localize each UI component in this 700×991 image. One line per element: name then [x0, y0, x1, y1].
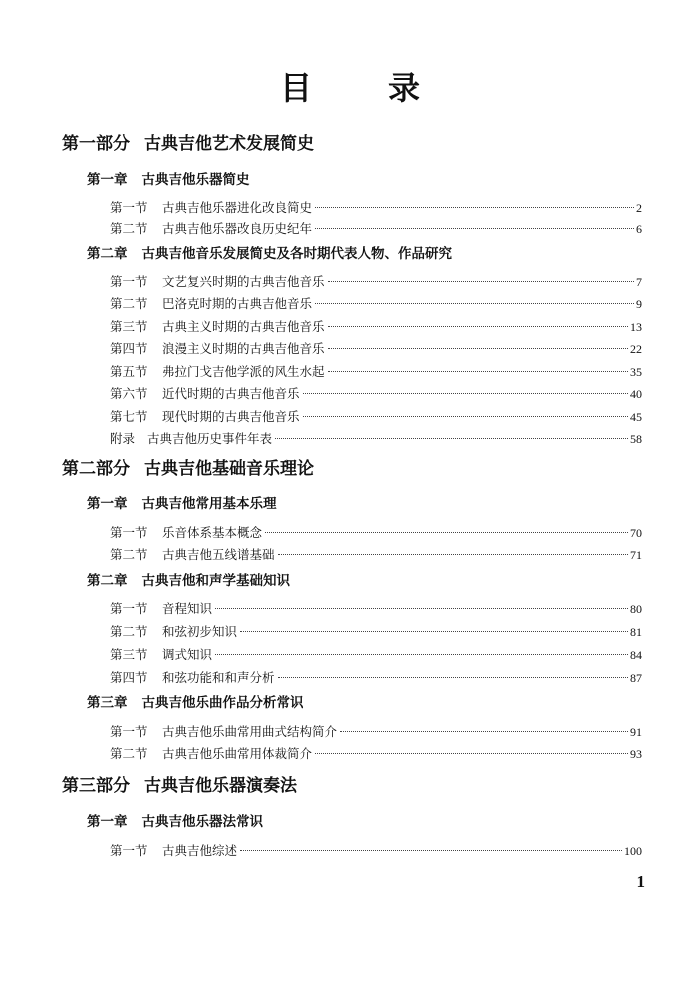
chapter-title: 古典吉他常用基本乐理 — [141, 496, 277, 512]
section-page: 13 — [630, 320, 642, 334]
chapter-label: 第一章 — [87, 172, 128, 188]
section-page: 87 — [630, 671, 642, 685]
section-number: 第一节 — [110, 724, 148, 739]
section-page: 81 — [630, 625, 642, 639]
part-heading — [62, 459, 314, 479]
dot-leader — [328, 326, 628, 327]
toc-entry[interactable] — [110, 273, 642, 291]
section-page: 45 — [630, 410, 642, 424]
chapter-title: 古典吉他乐器简史 — [141, 172, 250, 188]
dot-leader — [315, 228, 634, 229]
dot-leader — [240, 850, 622, 851]
page-title: 目 录 — [279, 69, 442, 107]
dot-leader — [315, 207, 634, 208]
section-title: 古典吉他乐器改良历史纪年 — [162, 221, 313, 236]
chapter-heading — [87, 813, 263, 831]
chapter-heading — [87, 572, 290, 590]
dot-leader — [340, 731, 628, 732]
dot-leader — [215, 654, 628, 655]
dot-leader — [328, 371, 628, 372]
dot-leader — [278, 677, 628, 678]
toc-entry[interactable] — [110, 669, 642, 687]
section-title: 和弦初步知识 — [162, 624, 238, 639]
section-title: 弗拉门戈吉他学派的风生水起 — [162, 364, 325, 379]
dot-leader — [328, 348, 628, 349]
toc-entry[interactable] — [110, 524, 642, 542]
section-page: 40 — [630, 387, 642, 401]
part-label: 第三部分 — [62, 776, 130, 796]
chapter-label: 第二章 — [87, 246, 128, 262]
dot-leader — [265, 532, 628, 533]
section-number: 第三节 — [110, 647, 148, 662]
part-label: 第二部分 — [62, 459, 130, 479]
toc-entry[interactable] — [110, 385, 642, 403]
section-title: 近代时期的古典吉他音乐 — [162, 386, 300, 401]
section-title: 现代时期的古典吉他音乐 — [162, 409, 300, 424]
section-number: 第六节 — [110, 386, 148, 401]
part-heading — [62, 776, 297, 796]
section-title: 古典吉他综述 — [162, 843, 238, 858]
section-page: 100 — [624, 844, 642, 858]
toc-entry[interactable] — [110, 363, 642, 381]
section-page: 7 — [636, 275, 642, 289]
toc-entry[interactable] — [110, 646, 642, 664]
chapter-title: 古典吉他音乐发展简史及各时期代表人物、作品研究 — [141, 246, 452, 262]
dot-leader — [328, 281, 634, 282]
dot-leader — [240, 631, 628, 632]
toc-entry[interactable] — [110, 600, 642, 618]
section-title: 音程知识 — [162, 601, 213, 616]
dot-leader — [303, 416, 628, 417]
section-number: 第二节 — [110, 296, 148, 311]
chapter-heading — [87, 171, 250, 189]
section-page: 58 — [630, 432, 642, 446]
section-number: 第一节 — [110, 274, 148, 289]
section-title: 古典吉他乐曲常用体裁简介 — [162, 746, 313, 761]
dot-leader — [215, 608, 628, 609]
section-title: 巴洛克时期的古典吉他音乐 — [162, 296, 313, 311]
section-page: 2 — [636, 201, 642, 215]
chapter-label: 第三章 — [87, 695, 128, 711]
section-number: 第七节 — [110, 409, 148, 424]
toc-entry[interactable] — [110, 340, 642, 358]
toc-entry[interactable] — [110, 745, 642, 763]
chapter-title: 古典吉他和声学基础知识 — [141, 573, 290, 589]
section-page: 22 — [630, 342, 642, 356]
chapter-title: 古典吉他乐器法常识 — [141, 814, 263, 830]
chapter-label: 第一章 — [87, 814, 128, 830]
section-title: 古典吉他乐器进化改良简史 — [162, 200, 313, 215]
section-page: 9 — [636, 297, 642, 311]
section-title: 古典吉他乐曲常用曲式结构简介 — [162, 724, 338, 739]
chapter-label: 第一章 — [87, 496, 128, 512]
chapter-label: 第二章 — [87, 573, 128, 589]
section-page: 84 — [630, 648, 642, 662]
toc-entry[interactable] — [110, 295, 642, 313]
section-title: 古典主义时期的古典吉他音乐 — [162, 319, 325, 334]
part-title: 古典吉他艺术发展简史 — [144, 134, 314, 154]
section-number: 第一节 — [110, 843, 148, 858]
dot-leader — [315, 753, 628, 754]
section-number: 第二节 — [110, 221, 148, 236]
section-title: 调式知识 — [162, 647, 213, 662]
part-label: 第一部分 — [62, 134, 130, 154]
chapter-title: 古典吉他乐曲作品分析常识 — [141, 695, 304, 711]
section-number: 第四节 — [110, 341, 148, 356]
dot-leader — [275, 438, 628, 439]
section-page: 80 — [630, 602, 642, 616]
toc-entry[interactable] — [110, 842, 642, 860]
toc-entry[interactable] — [110, 723, 642, 741]
section-number: 第四节 — [110, 670, 148, 685]
toc-entry[interactable] — [110, 546, 642, 564]
section-number: 第一节 — [110, 525, 148, 540]
section-number: 第五节 — [110, 364, 148, 379]
section-title: 古典吉他五线谱基础 — [162, 547, 275, 562]
section-page: 71 — [630, 548, 642, 562]
section-title: 浪漫主义时期的古典吉他音乐 — [162, 341, 325, 356]
dot-leader — [315, 303, 634, 304]
appendix-label: 附录 — [110, 431, 136, 446]
dot-leader — [278, 554, 628, 555]
part-title: 古典吉他基础音乐理论 — [144, 459, 314, 479]
toc-entry[interactable] — [110, 220, 642, 238]
section-page: 70 — [630, 526, 642, 540]
section-number: 第一节 — [110, 601, 148, 616]
section-title: 乐音体系基本概念 — [162, 525, 263, 540]
section-number: 第二节 — [110, 746, 148, 761]
section-title: 和弦功能和和声分析 — [162, 670, 275, 685]
toc-entry[interactable] — [110, 318, 642, 336]
section-number: 第二节 — [110, 624, 148, 639]
section-page: 35 — [630, 365, 642, 379]
section-page: 6 — [636, 222, 642, 236]
section-title: 文艺复兴时期的古典吉他音乐 — [162, 274, 325, 289]
chapter-heading — [87, 495, 277, 513]
section-page: 91 — [630, 725, 642, 739]
section-number: 第二节 — [110, 547, 148, 562]
toc-entry[interactable] — [110, 408, 642, 426]
page-number: 1 — [636, 872, 645, 891]
part-title: 古典吉他乐器演奏法 — [144, 776, 297, 796]
section-number: 第三节 — [110, 319, 148, 334]
toc-entry[interactable] — [110, 623, 642, 641]
section-number: 第一节 — [110, 200, 148, 215]
dot-leader — [303, 393, 628, 394]
toc-entry[interactable] — [110, 430, 642, 448]
toc-entry[interactable] — [110, 199, 642, 217]
chapter-heading — [87, 245, 452, 263]
part-heading — [62, 134, 314, 154]
chapter-heading — [87, 694, 304, 712]
section-page: 93 — [630, 747, 642, 761]
section-title: 古典吉他历史事件年表 — [147, 431, 273, 446]
